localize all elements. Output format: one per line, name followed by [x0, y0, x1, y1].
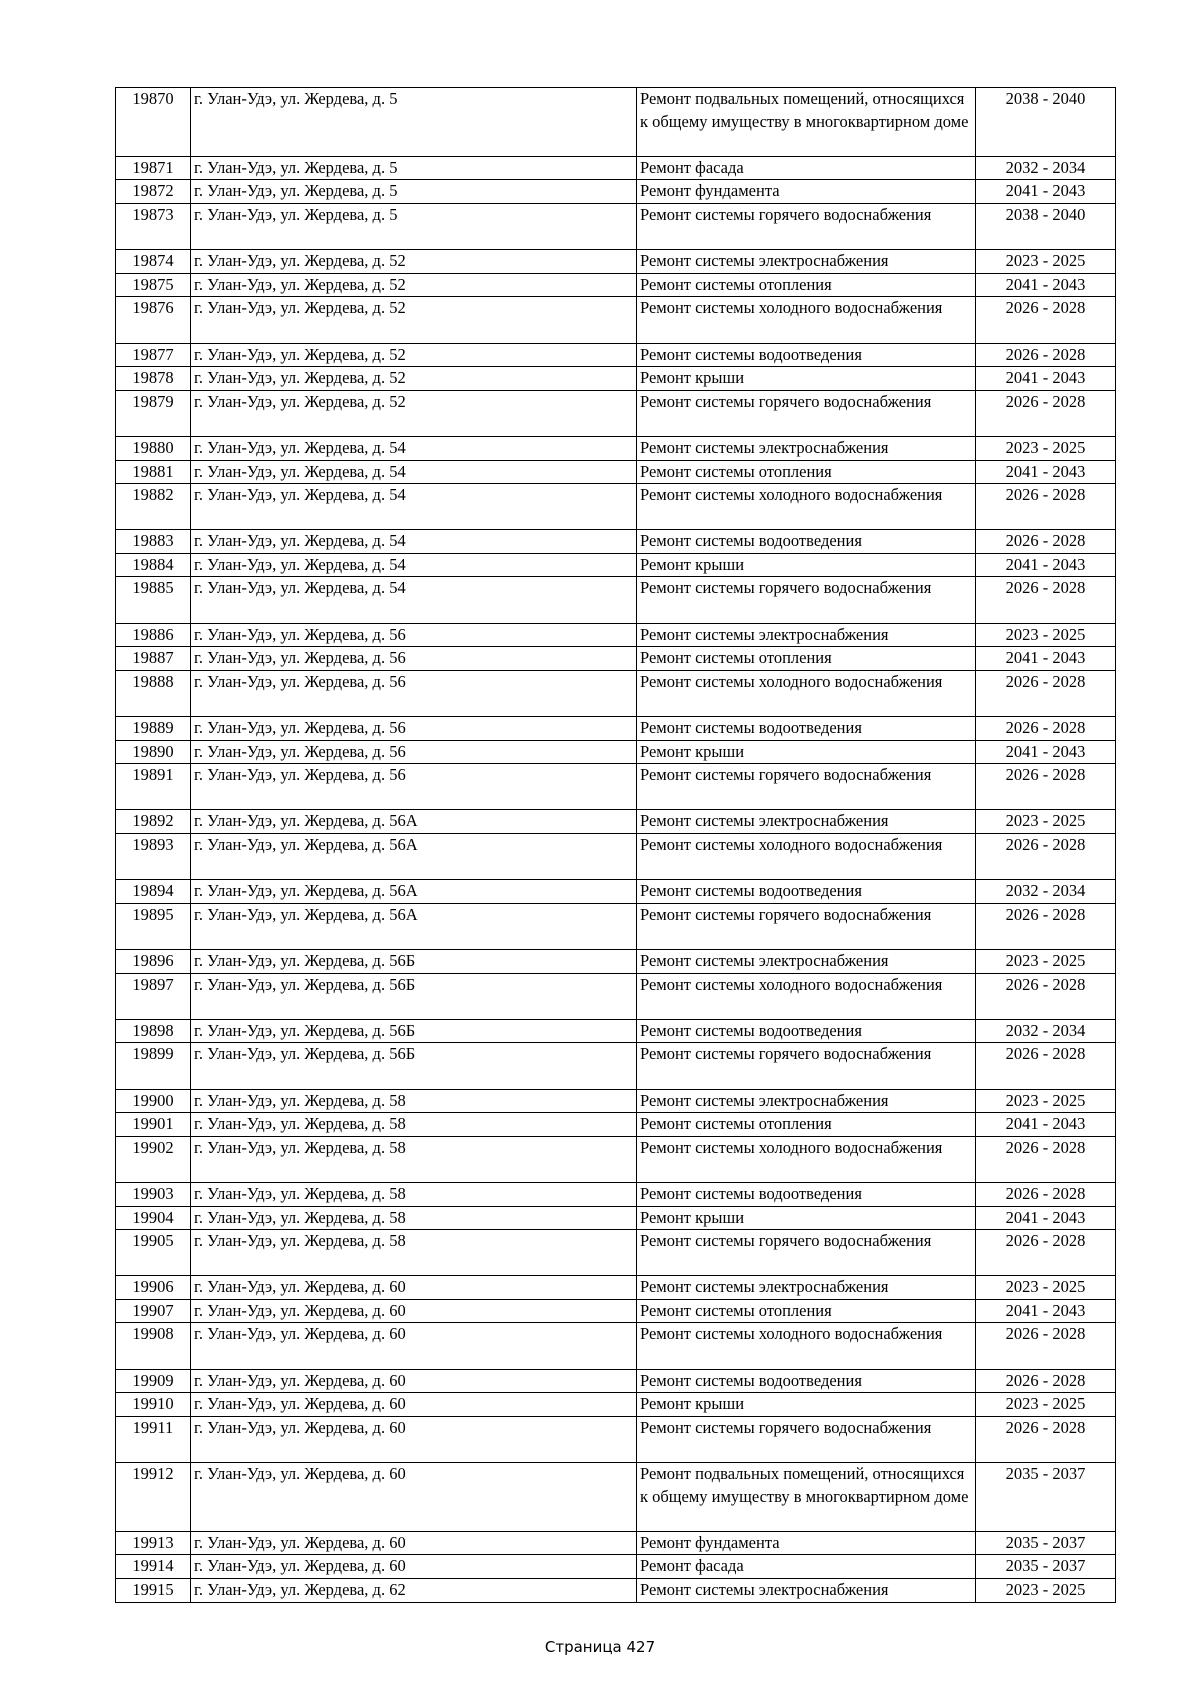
address-cell: г. Улан-Удэ, ул. Жердева, д. 60: [191, 1299, 637, 1323]
period-cell: 2023 - 2025: [976, 1276, 1116, 1300]
table-row: [116, 1276, 1116, 1300]
row-number-cell: 19915: [116, 1579, 191, 1603]
row-number-cell: 19876: [116, 297, 191, 343]
work-type-cell: Ремонт фундамента: [637, 180, 976, 204]
period-cell: 2023 - 2025: [976, 250, 1116, 274]
table-row: [116, 1019, 1116, 1043]
address-cell: г. Улан-Удэ, ул. Жердева, д. 60: [191, 1531, 637, 1555]
period-cell: 2032 - 2034: [976, 880, 1116, 904]
work-type-cell: Ремонт системы водоотведения: [637, 1182, 976, 1206]
table-row: [116, 903, 1116, 949]
period-cell: 2041 - 2043: [976, 647, 1116, 671]
address-cell: г. Улан-Удэ, ул. Жердева, д. 56: [191, 740, 637, 764]
address-cell: г. Улан-Удэ, ул. Жердева, д. 58: [191, 1230, 637, 1276]
period-cell: 2035 - 2037: [976, 1555, 1116, 1579]
table-row: [116, 880, 1116, 904]
table-row: [116, 88, 1116, 157]
period-cell: 2032 - 2034: [976, 156, 1116, 180]
work-type-cell: Ремонт системы электроснабжения: [637, 250, 976, 274]
period-cell: 2026 - 2028: [976, 1182, 1116, 1206]
work-type-cell: Ремонт системы холодного водоснабжения: [637, 484, 976, 530]
address-cell: г. Улан-Удэ, ул. Жердева, д. 56: [191, 670, 637, 716]
period-cell: 2026 - 2028: [976, 390, 1116, 436]
row-number-cell: 19891: [116, 764, 191, 810]
work-type-cell: Ремонт системы электроснабжения: [637, 810, 976, 834]
address-cell: г. Улан-Удэ, ул. Жердева, д. 56: [191, 623, 637, 647]
row-number-cell: 19890: [116, 740, 191, 764]
table-row: [116, 297, 1116, 343]
work-type-cell: Ремонт системы отопления: [637, 1113, 976, 1137]
table-row: [116, 156, 1116, 180]
period-cell: 2026 - 2028: [976, 343, 1116, 367]
period-cell: 2023 - 2025: [976, 623, 1116, 647]
row-number-cell: 19894: [116, 880, 191, 904]
table-row: [116, 390, 1116, 436]
row-number-cell: 19887: [116, 647, 191, 671]
work-type-cell: Ремонт системы горячего водоснабжения: [637, 1230, 976, 1276]
table-row: [116, 273, 1116, 297]
row-number-cell: 19909: [116, 1369, 191, 1393]
address-cell: г. Улан-Удэ, ул. Жердева, д. 58: [191, 1136, 637, 1182]
table-row: [116, 1369, 1116, 1393]
address-cell: г. Улан-Удэ, ул. Жердева, д. 60: [191, 1323, 637, 1369]
work-type-cell: Ремонт фасада: [637, 1555, 976, 1579]
work-type-cell: Ремонт системы горячего водоснабжения: [637, 903, 976, 949]
period-cell: 2041 - 2043: [976, 553, 1116, 577]
row-number-cell: 19898: [116, 1019, 191, 1043]
row-number-cell: 19878: [116, 367, 191, 391]
row-number-cell: 19911: [116, 1416, 191, 1462]
period-cell: 2023 - 2025: [976, 1579, 1116, 1603]
row-number-cell: 19875: [116, 273, 191, 297]
period-cell: 2041 - 2043: [976, 1299, 1116, 1323]
work-type-cell: Ремонт системы водоотведения: [637, 343, 976, 367]
work-type-cell: Ремонт крыши: [637, 1393, 976, 1417]
work-type-cell: Ремонт системы отопления: [637, 1299, 976, 1323]
work-type-cell: Ремонт системы горячего водоснабжения: [637, 1416, 976, 1462]
row-number-cell: 19896: [116, 949, 191, 973]
address-cell: г. Улан-Удэ, ул. Жердева, д. 58: [191, 1206, 637, 1230]
address-cell: г. Улан-Удэ, ул. Жердева, д. 52: [191, 390, 637, 436]
work-type-cell: Ремонт системы холодного водоснабжения: [637, 973, 976, 1019]
period-cell: 2026 - 2028: [976, 670, 1116, 716]
period-cell: 2023 - 2025: [976, 949, 1116, 973]
table-row: [116, 1182, 1116, 1206]
period-cell: 2026 - 2028: [976, 903, 1116, 949]
period-cell: 2026 - 2028: [976, 834, 1116, 880]
work-type-cell: Ремонт подвальных помещений, относящихся к общему имуществу в многоквартирном доме: [637, 1463, 976, 1532]
address-cell: г. Улан-Удэ, ул. Жердева, д. 56А: [191, 810, 637, 834]
table-row: [116, 623, 1116, 647]
work-type-cell: Ремонт фасада: [637, 156, 976, 180]
period-cell: 2041 - 2043: [976, 1113, 1116, 1137]
table-row: [116, 1089, 1116, 1113]
period-cell: 2035 - 2037: [976, 1463, 1116, 1532]
period-cell: 2026 - 2028: [976, 1323, 1116, 1369]
period-cell: 2038 - 2040: [976, 203, 1116, 249]
work-type-cell: Ремонт системы водоотведения: [637, 1369, 976, 1393]
address-cell: г. Улан-Удэ, ул. Жердева, д. 5: [191, 203, 637, 249]
address-cell: г. Улан-Удэ, ул. Жердева, д. 54: [191, 484, 637, 530]
row-number-cell: 19879: [116, 390, 191, 436]
row-number-cell: 19900: [116, 1089, 191, 1113]
period-cell: 2041 - 2043: [976, 460, 1116, 484]
address-cell: г. Улан-Удэ, ул. Жердева, д. 52: [191, 273, 637, 297]
table-row: [116, 1113, 1116, 1137]
work-type-cell: Ремонт крыши: [637, 740, 976, 764]
period-cell: 2026 - 2028: [976, 1416, 1116, 1462]
address-cell: г. Улан-Удэ, ул. Жердева, д. 60: [191, 1276, 637, 1300]
period-cell: 2026 - 2028: [976, 297, 1116, 343]
address-cell: г. Улан-Удэ, ул. Жердева, д. 56Б: [191, 1043, 637, 1089]
row-number-cell: 19914: [116, 1555, 191, 1579]
work-type-cell: Ремонт системы холодного водоснабжения: [637, 834, 976, 880]
repair-schedule-table: [115, 87, 1116, 1603]
row-number-cell: 19893: [116, 834, 191, 880]
period-cell: 2041 - 2043: [976, 1206, 1116, 1230]
period-cell: 2026 - 2028: [976, 530, 1116, 554]
period-cell: 2023 - 2025: [976, 1393, 1116, 1417]
address-cell: г. Улан-Удэ, ул. Жердева, д. 62: [191, 1579, 637, 1603]
table-row: [116, 740, 1116, 764]
period-cell: 2023 - 2025: [976, 810, 1116, 834]
address-cell: г. Улан-Удэ, ул. Жердева, д. 52: [191, 343, 637, 367]
period-cell: 2038 - 2040: [976, 88, 1116, 157]
row-number-cell: 19889: [116, 717, 191, 741]
address-cell: г. Улан-Удэ, ул. Жердева, д. 56Б: [191, 1019, 637, 1043]
period-cell: 2026 - 2028: [976, 1230, 1116, 1276]
period-cell: 2026 - 2028: [976, 973, 1116, 1019]
table-row: [116, 530, 1116, 554]
work-type-cell: Ремонт системы отопления: [637, 460, 976, 484]
work-type-cell: Ремонт системы водоотведения: [637, 880, 976, 904]
work-type-cell: Ремонт системы электроснабжения: [637, 1089, 976, 1113]
address-cell: г. Улан-Удэ, ул. Жердева, д. 5: [191, 180, 637, 204]
work-type-cell: Ремонт системы горячего водоснабжения: [637, 577, 976, 623]
address-cell: г. Улан-Удэ, ул. Жердева, д. 56А: [191, 880, 637, 904]
address-cell: г. Улан-Удэ, ул. Жердева, д. 5: [191, 156, 637, 180]
table-row: [116, 1416, 1116, 1462]
work-type-cell: Ремонт системы электроснабжения: [637, 1276, 976, 1300]
address-cell: г. Улан-Удэ, ул. Жердева, д. 52: [191, 367, 637, 391]
address-cell: г. Улан-Удэ, ул. Жердева, д. 56Б: [191, 973, 637, 1019]
table-row: [116, 949, 1116, 973]
page-number: Страница 427: [544, 1638, 656, 1656]
work-type-cell: Ремонт системы холодного водоснабжения: [637, 1323, 976, 1369]
work-type-cell: Ремонт фундамента: [637, 1531, 976, 1555]
period-cell: 2026 - 2028: [976, 484, 1116, 530]
work-type-cell: Ремонт системы электроснабжения: [637, 436, 976, 460]
table-row: [116, 834, 1116, 880]
work-type-cell: Ремонт системы водоотведения: [637, 1019, 976, 1043]
period-cell: 2026 - 2028: [976, 717, 1116, 741]
row-number-cell: 19873: [116, 203, 191, 249]
table-row: [116, 1299, 1116, 1323]
row-number-cell: 19902: [116, 1136, 191, 1182]
period-cell: 2026 - 2028: [976, 577, 1116, 623]
row-number-cell: 19892: [116, 810, 191, 834]
work-type-cell: Ремонт крыши: [637, 1206, 976, 1230]
row-number-cell: 19899: [116, 1043, 191, 1089]
work-type-cell: Ремонт системы водоотведения: [637, 530, 976, 554]
table-row: [116, 1393, 1116, 1417]
table-row: [116, 343, 1116, 367]
table-row: [116, 810, 1116, 834]
address-cell: г. Улан-Удэ, ул. Жердева, д. 52: [191, 297, 637, 343]
work-type-cell: Ремонт системы отопления: [637, 647, 976, 671]
address-cell: г. Улан-Удэ, ул. Жердева, д. 56А: [191, 834, 637, 880]
work-type-cell: Ремонт системы электроснабжения: [637, 949, 976, 973]
work-type-cell: Ремонт системы отопления: [637, 273, 976, 297]
address-cell: г. Улан-Удэ, ул. Жердева, д. 56: [191, 717, 637, 741]
row-number-cell: 19907: [116, 1299, 191, 1323]
row-number-cell: 19903: [116, 1182, 191, 1206]
address-cell: г. Улан-Удэ, ул. Жердева, д. 54: [191, 553, 637, 577]
period-cell: 2026 - 2028: [976, 1043, 1116, 1089]
address-cell: г. Улан-Удэ, ул. Жердева, д. 54: [191, 436, 637, 460]
table-row: [116, 436, 1116, 460]
work-type-cell: Ремонт крыши: [637, 367, 976, 391]
table-row: [116, 647, 1116, 671]
period-cell: 2032 - 2034: [976, 1019, 1116, 1043]
row-number-cell: 19901: [116, 1113, 191, 1137]
table-row: [116, 203, 1116, 249]
row-number-cell: 19880: [116, 436, 191, 460]
work-type-cell: Ремонт системы электроснабжения: [637, 623, 976, 647]
address-cell: г. Улан-Удэ, ул. Жердева, д. 60: [191, 1393, 637, 1417]
period-cell: 2041 - 2043: [976, 740, 1116, 764]
table-row: [116, 250, 1116, 274]
table-row: [116, 484, 1116, 530]
work-type-cell: Ремонт системы горячего водоснабжения: [637, 390, 976, 436]
row-number-cell: 19885: [116, 577, 191, 623]
period-cell: 2041 - 2043: [976, 367, 1116, 391]
table-row: [116, 670, 1116, 716]
row-number-cell: 19912: [116, 1463, 191, 1532]
row-number-cell: 19883: [116, 530, 191, 554]
address-cell: г. Улан-Удэ, ул. Жердева, д. 60: [191, 1369, 637, 1393]
table-row: [116, 1230, 1116, 1276]
table-row: [116, 973, 1116, 1019]
period-cell: 2026 - 2028: [976, 764, 1116, 810]
address-cell: г. Улан-Удэ, ул. Жердева, д. 52: [191, 250, 637, 274]
address-cell: г. Улан-Удэ, ул. Жердева, д. 56А: [191, 903, 637, 949]
address-cell: г. Улан-Удэ, ул. Жердева, д. 54: [191, 530, 637, 554]
row-number-cell: 19884: [116, 553, 191, 577]
row-number-cell: 19905: [116, 1230, 191, 1276]
address-cell: г. Улан-Удэ, ул. Жердева, д. 56: [191, 647, 637, 671]
table-row: [116, 553, 1116, 577]
period-cell: 2041 - 2043: [976, 273, 1116, 297]
work-type-cell: Ремонт системы горячего водоснабжения: [637, 203, 976, 249]
row-number-cell: 19908: [116, 1323, 191, 1369]
period-cell: 2035 - 2037: [976, 1531, 1116, 1555]
row-number-cell: 19870: [116, 88, 191, 157]
address-cell: г. Улан-Удэ, ул. Жердева, д. 56: [191, 764, 637, 810]
table-row: [116, 180, 1116, 204]
table-row: [116, 1555, 1116, 1579]
row-number-cell: 19897: [116, 973, 191, 1019]
row-number-cell: 19882: [116, 484, 191, 530]
table-row: [116, 1136, 1116, 1182]
table-row: [116, 1206, 1116, 1230]
row-number-cell: 19895: [116, 903, 191, 949]
address-cell: г. Улан-Удэ, ул. Жердева, д. 56Б: [191, 949, 637, 973]
address-cell: г. Улан-Удэ, ул. Жердева, д. 58: [191, 1089, 637, 1113]
table-body: [116, 88, 1116, 1603]
address-cell: г. Улан-Удэ, ул. Жердева, д. 60: [191, 1463, 637, 1532]
table-row: [116, 1531, 1116, 1555]
work-type-cell: Ремонт системы холодного водоснабжения: [637, 1136, 976, 1182]
work-type-cell: Ремонт системы горячего водоснабжения: [637, 1043, 976, 1089]
table-row: [116, 1043, 1116, 1089]
row-number-cell: 19881: [116, 460, 191, 484]
table-row: [116, 460, 1116, 484]
work-type-cell: Ремонт системы горячего водоснабжения: [637, 764, 976, 810]
address-cell: г. Улан-Удэ, ул. Жердева, д. 5: [191, 88, 637, 157]
work-type-cell: Ремонт системы электроснабжения: [637, 1579, 976, 1603]
work-type-cell: Ремонт системы холодного водоснабжения: [637, 297, 976, 343]
period-cell: 2026 - 2028: [976, 1136, 1116, 1182]
table-row: [116, 1579, 1116, 1603]
row-number-cell: 19888: [116, 670, 191, 716]
row-number-cell: 19906: [116, 1276, 191, 1300]
table-row: [116, 1463, 1116, 1532]
period-cell: 2023 - 2025: [976, 1089, 1116, 1113]
period-cell: 2026 - 2028: [976, 1369, 1116, 1393]
row-number-cell: 19871: [116, 156, 191, 180]
row-number-cell: 19904: [116, 1206, 191, 1230]
address-cell: г. Улан-Удэ, ул. Жердева, д. 60: [191, 1416, 637, 1462]
work-type-cell: Ремонт крыши: [637, 553, 976, 577]
work-type-cell: Ремонт подвальных помещений, относящихся к общему имуществу в многоквартирном доме: [637, 88, 976, 157]
table-row: [116, 717, 1116, 741]
work-type-cell: Ремонт системы холодного водоснабжения: [637, 670, 976, 716]
work-type-cell: Ремонт системы водоотведения: [637, 717, 976, 741]
table-row: [116, 577, 1116, 623]
address-cell: г. Улан-Удэ, ул. Жердева, д. 54: [191, 577, 637, 623]
row-number-cell: 19874: [116, 250, 191, 274]
address-cell: г. Улан-Удэ, ул. Жердева, д. 58: [191, 1182, 637, 1206]
table-row: [116, 367, 1116, 391]
period-cell: 2041 - 2043: [976, 180, 1116, 204]
row-number-cell: 19910: [116, 1393, 191, 1417]
address-cell: г. Улан-Удэ, ул. Жердева, д. 54: [191, 460, 637, 484]
address-cell: г. Улан-Удэ, ул. Жердева, д. 60: [191, 1555, 637, 1579]
table-row: [116, 764, 1116, 810]
row-number-cell: 19872: [116, 180, 191, 204]
period-cell: 2023 - 2025: [976, 436, 1116, 460]
table-row: [116, 1323, 1116, 1369]
row-number-cell: 19913: [116, 1531, 191, 1555]
row-number-cell: 19886: [116, 623, 191, 647]
address-cell: г. Улан-Удэ, ул. Жердева, д. 58: [191, 1113, 637, 1137]
row-number-cell: 19877: [116, 343, 191, 367]
